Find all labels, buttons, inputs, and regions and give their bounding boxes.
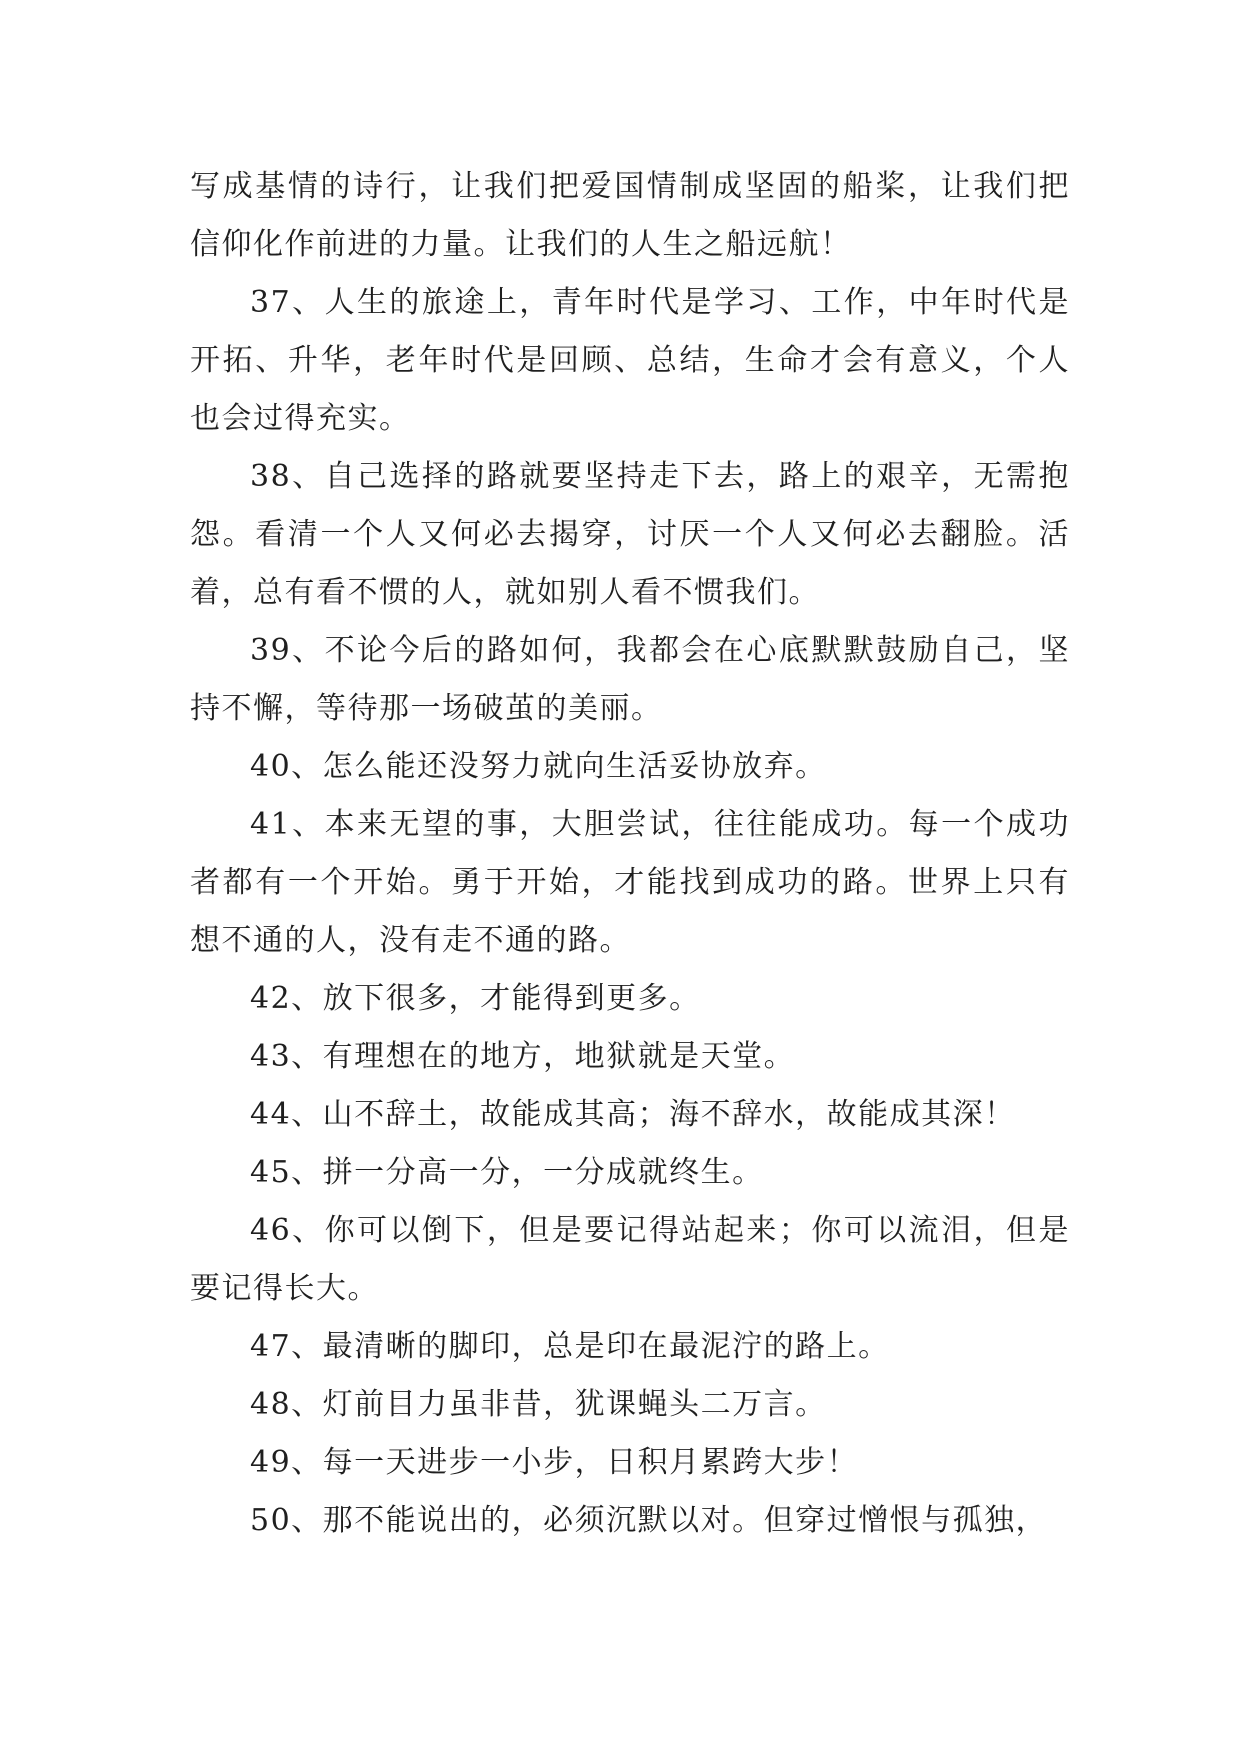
paragraph: 39、不论今后的路如何，我都会在心底默默鼓励自己，坚持不懈，等待那一场破茧的美丽。 [190, 633, 1070, 726]
paragraph: 45、拼一分高一分，一分成就终生。 [250, 1155, 764, 1190]
paragraph: 50、那不能说出的，必须沉默以对。但穿过憎恨与孤独， [250, 1503, 1048, 1538]
paragraph: 48、灯前目力虽非昔，犹课蝇头二万言。 [250, 1387, 827, 1422]
paragraph: 写成基情的诗行，让我们把爱国情制成坚固的船桨，让我们把信仰化作前进的力量。让我们的人生之船远航！ [190, 169, 1070, 262]
document-body [190, 158, 1070, 1550]
paragraph: 46、你可以倒下，但是要记得站起来；你可以流泪，但是要记得长大。 [190, 1213, 1070, 1306]
paragraph: 47、最清晰的脚印，总是印在最泥泞的路上。 [250, 1329, 890, 1364]
paragraph: 37、人生的旅途上，青年时代是学习、工作，中年时代是开拓、升华，老年时代是回顾、总结，生命才会有意义，个人也会过得充实。 [190, 285, 1070, 436]
paragraph: 43、有理想在的地方，地狱就是天堂。 [250, 1039, 796, 1074]
paragraph: 42、放下很多，才能得到更多。 [250, 981, 701, 1016]
paragraph: 44、山不辞土，故能成其高；海不辞水，故能成其深！ [250, 1097, 1016, 1132]
paragraph: 38、自己选择的路就要坚持走下去，路上的艰辛，无需抱怨。看清一个人又何必去揭穿，讨厌一个人又何必去翻脸。活着，总有看不惯的人，就如别人看不惯我们。 [190, 459, 1070, 610]
paragraph: 49、每一天进步一小步，日积月累跨大步！ [250, 1445, 859, 1480]
paragraph: 41、本来无望的事，大胆尝试，往往能成功。每一个成功者都有一个开始。勇于开始，才能找到成功的路。世界上只有想不通的人，没有走不通的路。 [190, 807, 1070, 958]
paragraph: 40、怎么能还没努力就向生活妥协放弃。 [250, 749, 827, 784]
